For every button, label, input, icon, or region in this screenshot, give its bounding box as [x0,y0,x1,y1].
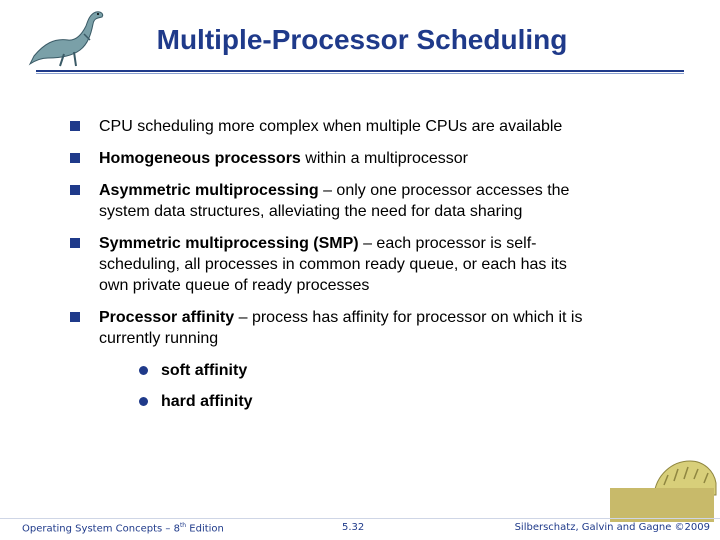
sub-bullet-text: hard affinity [161,393,253,410]
bullet-item [68,180,588,222]
footer-page-number: 5.32 [342,522,365,533]
bullet-term: Symmetric multiprocessing (SMP) [99,235,359,252]
page-title: Multiple-Processor Scheduling [156,24,568,55]
bullet-text: – only one processor accesses the system data structures, alleviating the need for data sharing [99,182,570,220]
dinosaur-logo-icon [24,4,114,70]
bullet-text: – process has affinity for processor on which it is currently running [99,309,583,347]
footer-book-title: Operating System Concepts – 8th Edition [22,522,224,535]
sub-bullet-text: soft affinity [161,362,248,379]
bullet-item [68,307,588,349]
square-bullet-icon [70,312,80,322]
round-bullet-icon [139,366,148,375]
square-bullet-icon [70,121,80,131]
sub-bullet-item [99,360,588,381]
sub-bullet-item [99,391,588,412]
square-bullet-icon [70,185,80,195]
square-bullet-icon [70,153,80,163]
bullet-text: – each processor is self-scheduling, all processes in common ready queue, or each has its own private queue of ready processes [99,235,567,294]
bullet-text: within a multiprocessor [300,150,468,167]
round-bullet-icon [139,397,148,406]
bullet-term: Processor affinity [99,309,235,326]
bullet-term: Asymmetric multiprocessing [99,182,319,199]
bullet-item [68,233,588,296]
footer-copyright: Silberschatz, Galvin and Gagne ©2009 [514,522,710,533]
bullet-list [68,116,588,420]
square-bullet-icon [70,238,80,248]
corner-decoration [610,488,714,522]
title-divider [36,70,684,72]
footer-divider [0,518,720,519]
bullet-item [68,116,588,137]
title-divider-secondary [36,73,684,74]
bullet-term: Homogeneous processors [99,150,301,167]
bullet-text: CPU scheduling more complex when multiple CPUs are available [99,118,563,135]
bullet-item [68,148,588,169]
